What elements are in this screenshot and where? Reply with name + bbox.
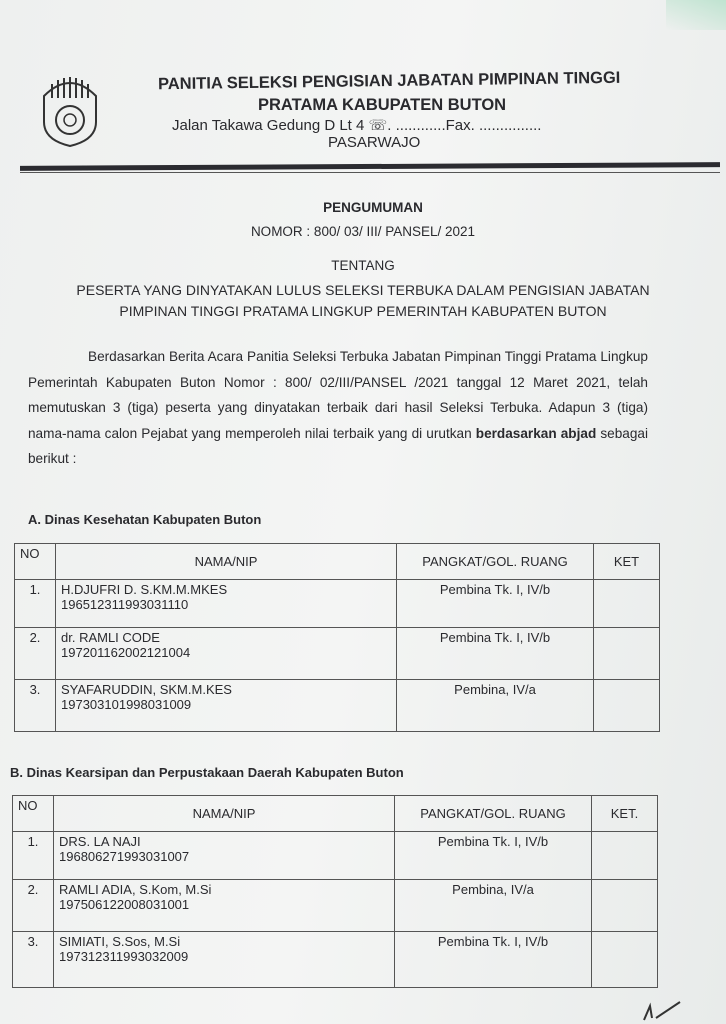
row-nip: 197312311993032009: [59, 949, 189, 964]
row-no: 1.: [15, 580, 56, 628]
col-header-no: NO: [15, 544, 56, 580]
col-header-ket: KET.: [592, 796, 658, 832]
row-ket: [594, 628, 660, 680]
section-a-title: A. Dinas Kesehatan Kabupaten Buton: [28, 512, 262, 527]
row-ket: [594, 680, 660, 732]
row-nip: 197201162002121004: [61, 645, 191, 660]
row-name: SYAFARUDDIN, SKM.M.KES: [61, 682, 232, 697]
row-name: SIMIATI, S.Sos, M.Si: [59, 934, 181, 949]
row-name-nip: [54, 932, 395, 988]
announcement-about: TENTANG: [331, 258, 395, 273]
table-row: [13, 832, 658, 880]
section-a-table: [14, 543, 660, 732]
row-ket: [592, 880, 658, 932]
row-nip: 196806271993031007: [59, 849, 190, 864]
header-divider: [20, 162, 720, 171]
row-rank: Pembina Tk. I, IV/b: [395, 932, 592, 988]
page-corner-shadow: [666, 0, 726, 30]
col-header-rank: PANGKAT/GOL. RUANG: [395, 796, 592, 832]
row-name: RAMLI ADIA, S.Kom, M.Si: [59, 882, 212, 897]
row-ket: [592, 932, 658, 988]
row-no: 1.: [13, 832, 54, 880]
row-rank: Pembina, IV/a: [397, 680, 594, 732]
header-line-2: PRATAMA KABUPATEN BUTON: [258, 96, 507, 114]
header-divider-thin: [20, 172, 720, 173]
row-name-nip: [54, 832, 395, 880]
paraf-signature-icon: [640, 998, 690, 1024]
table-row: [13, 880, 658, 932]
row-ket: [594, 580, 660, 628]
row-no: 2.: [13, 880, 54, 932]
row-name-nip: [54, 880, 395, 932]
kabupaten-buton-emblem-icon: [38, 74, 102, 148]
row-no: 3.: [13, 932, 54, 988]
row-rank: Pembina Tk. I, IV/b: [395, 832, 592, 880]
table-row: [15, 580, 660, 628]
body-bold-text: berdasarkan abjad: [475, 425, 597, 441]
section-b-title: B. Dinas Kearsipan dan Perpustakaan Daerah Kabupaten Buton: [10, 765, 404, 780]
announcement-subject-1: PESERTA YANG DINYATAKAN LULUS SELEKSI TERBUKA DALAM PENGISIAN JABATAN: [76, 282, 650, 298]
col-header-rank: PANGKAT/GOL. RUANG: [397, 544, 594, 580]
announcement-subject-2: PIMPINAN TINGGI PRATAMA LINGKUP PEMERINTAH KABUPATEN BUTON: [119, 303, 607, 319]
row-name: dr. RAMLI CODE: [61, 630, 160, 645]
row-no: 3.: [15, 680, 56, 732]
table-row: [15, 680, 660, 732]
row-name-nip: [56, 580, 397, 628]
section-b-table: [12, 795, 658, 988]
row-name: H.DJUFRI D. S.KM.M.MKES: [61, 582, 228, 597]
row-ket: [592, 832, 658, 880]
col-header-name: NAMA/NIP: [56, 544, 397, 580]
announcement-title: PENGUMUMAN: [323, 200, 423, 215]
row-rank: Pembina Tk. I, IV/b: [397, 628, 594, 680]
header-city: PASARWAJO: [328, 134, 421, 151]
table-row: [15, 628, 660, 680]
body-text: Berdasarkan Berita Acara Panitia Seleksi Terbuka Jabatan Pimpinan Tinggi Pratama Lingkup Pemerintah Kabupaten Buton Nomor : 800/ 02/III/PANSEL /2021 tanggal 12 Maret 2021, telah memutuskan 3 (tiga) peserta yang dinyatakan terbaik dari hasil Seleksi Terbuka. Adapun 3 (tiga) nama-nama calon Pejabat yang memperoleh nilai terbaik yang di urutkan: [28, 349, 648, 441]
announcement-number: NOMOR : 800/ 03/ III/ PANSEL/ 2021: [250, 224, 476, 239]
row-name: DRS. LA NAJI: [59, 834, 141, 849]
table-row: [13, 932, 658, 988]
header-address: Jalan Takawa Gedung D Lt 4 ☏. ............Fax. ...............: [172, 117, 542, 134]
col-header-name: NAMA/NIP: [54, 796, 395, 832]
row-rank: Pembina, IV/a: [395, 880, 592, 932]
announcement-body: [28, 344, 648, 472]
col-header-ket: KET: [594, 544, 660, 580]
row-name-nip: [56, 680, 397, 732]
row-rank: Pembina Tk. I, IV/b: [397, 580, 594, 628]
row-nip: 196512311993031110: [61, 597, 189, 612]
col-header-no: NO: [13, 796, 54, 832]
body-end-text: sebagai berikut :: [28, 425, 648, 466]
row-nip: 197303101998031009: [61, 697, 192, 712]
header-line-1: PANITIA SELEKSI PENGISIAN JABATAN PIMPINAN TINGGI: [157, 68, 621, 94]
row-no: 2.: [15, 628, 56, 680]
row-name-nip: [56, 628, 397, 680]
row-nip: 197506122008031001: [59, 897, 190, 912]
